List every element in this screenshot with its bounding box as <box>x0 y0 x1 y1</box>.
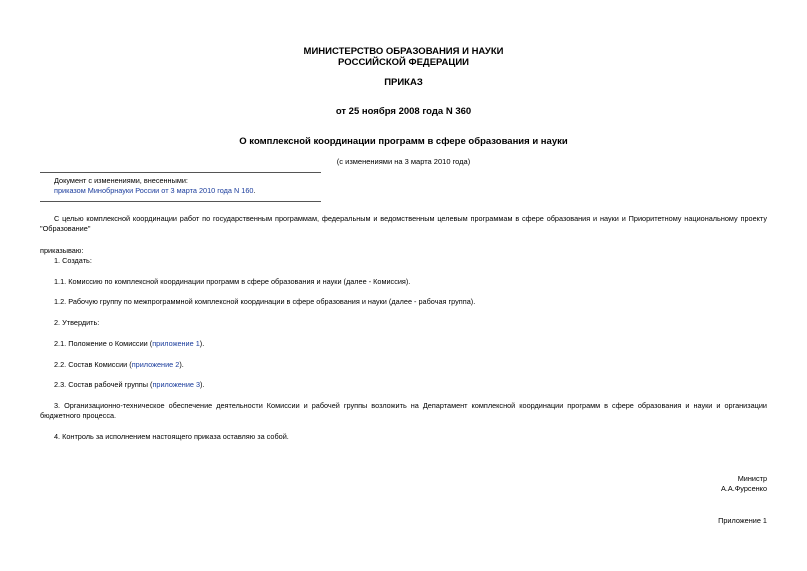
item-2-1 <box>54 339 204 349</box>
item-2: 2. Утвердить: <box>54 318 100 327</box>
item-2-2-text: 2.2. Состав Комиссии ( <box>54 360 132 369</box>
item-2-3-text: 2.3. Состав рабочей группы ( <box>54 380 153 389</box>
amendments-bottom-rule <box>40 201 321 202</box>
amendments-link[interactable]: приказом Минобрнауки России от 3 марта 2010 года N 160 <box>54 186 254 195</box>
amendments-link-end: . <box>253 186 256 195</box>
item-2-1-end: ). <box>199 339 205 348</box>
appendix-1-link[interactable]: приложение 1 <box>152 339 200 348</box>
amendments-note: (с изменениями на 3 марта 2010 года) <box>336 157 471 166</box>
item-1: 1. Создать: <box>54 256 92 265</box>
appendix-label: Приложение 1 <box>718 516 767 525</box>
item-4: 4. Контроль за исполнением настоящего приказа оставляю за собой. <box>54 432 289 441</box>
ministry-line-2: РОССИЙСКОЙ ФЕДЕРАЦИИ <box>337 57 469 68</box>
item-3: 3. Организационно-техническое обеспечение деятельности Комиссии и рабочей группы возложить на Департамент комплексной координации программ в сфере образования и науки и организации бюджетного процесса. <box>40 401 767 420</box>
order-word: приказываю: <box>40 246 84 255</box>
amendments-label: Документ с изменениями, внесенными: <box>54 176 188 185</box>
item-2-2 <box>54 360 184 370</box>
ministry-line-1: МИНИСТЕРСТВО ОБРАЗОВАНИЯ И НАУКИ <box>303 46 504 57</box>
document-type: ПРИКАЗ <box>384 77 423 88</box>
preamble-paragraph: С целью комплексной координации работ по государственным программам, федеральным и ведомственным целевым программам в сфере образования и науки и Приоритетному национальному проекту "Образование" <box>40 214 767 233</box>
appendix-2-link[interactable]: приложение 2 <box>131 360 180 369</box>
item-1-2: 1.2. Рабочую группу по межпрограммной комплексной координации в сфере образования и науки (далее - рабочая группа). <box>54 297 476 306</box>
document-date-number: от 25 ноября 2008 года N 360 <box>335 106 472 117</box>
item-2-3-end: ). <box>200 380 205 389</box>
item-2-1-text: 2.1. Положение о Комиссии ( <box>54 339 153 348</box>
signature-name: А.А.Фурсенко <box>720 484 767 493</box>
appendix-3-link[interactable]: приложение 3 <box>152 380 201 389</box>
amendments-entry <box>54 186 255 196</box>
item-1-1: 1.1. Комиссию по комплексной координации программ в сфере образования и науки (далее - Комиссия). <box>54 277 411 286</box>
signature-position: Министр <box>737 474 767 483</box>
item-2-2-end: ). <box>179 360 184 369</box>
document-title: О комплексной координации программ в сфере образования и науки <box>239 136 568 147</box>
amendments-top-rule <box>40 172 321 173</box>
item-2-3 <box>54 380 205 390</box>
